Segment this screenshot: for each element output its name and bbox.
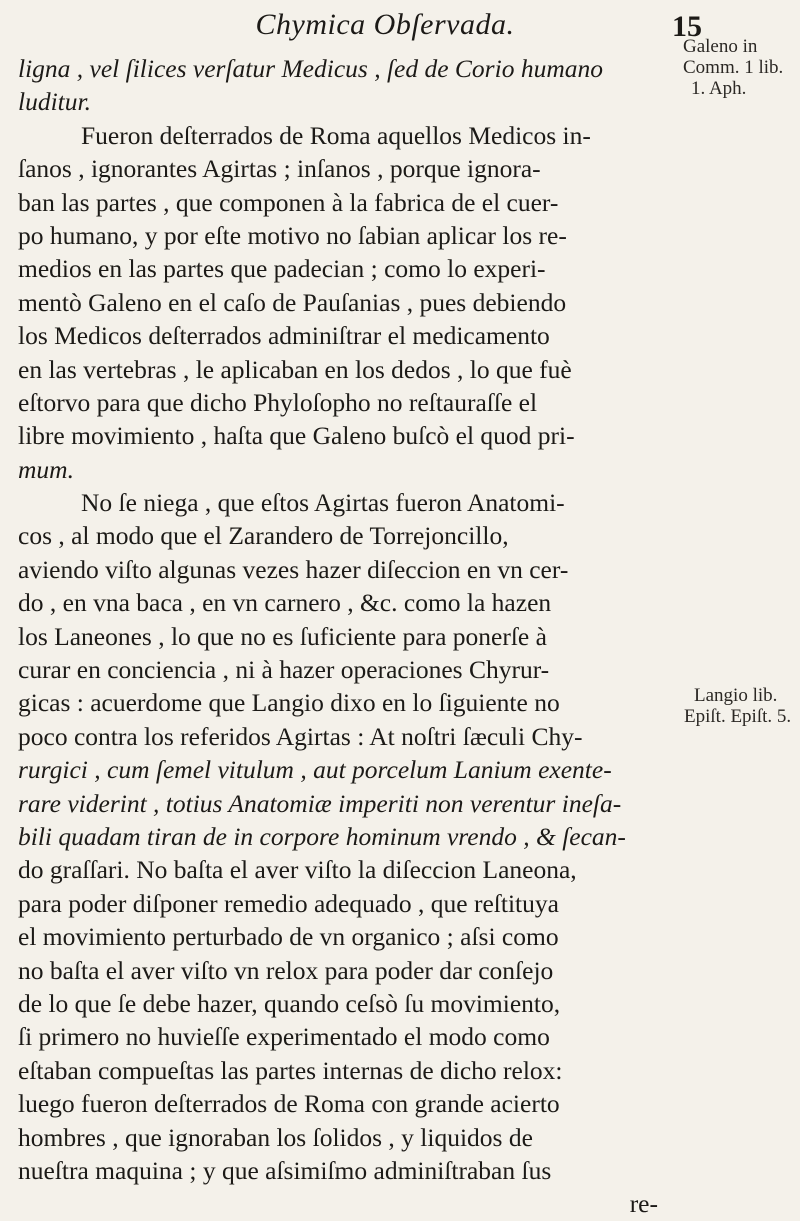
running-title: Chymica Obſervada.	[255, 8, 515, 41]
margin-line: Langio lib.	[694, 685, 778, 706]
text-line: luditur.	[18, 87, 91, 117]
text-line: cos , al modo que el Zarandero de Torrejoncillo,	[18, 521, 509, 551]
margin-line: 1. Aph.	[691, 78, 747, 99]
text-line: mentò Galeno en el caſo de Pauſanias , pues debiendo	[18, 287, 567, 317]
text-line: aviendo viſto algunas vezes hazer diſeccion en vn cer-	[18, 554, 569, 584]
body-text	[18, 52, 673, 1221]
page-number: 15	[672, 10, 702, 43]
text-line: bili quadam tiran de in corpore hominum vrendo , & ſecan-	[18, 821, 626, 851]
text-line: gicas : acuerdome que Langio dixo en lo ſiguiente no	[18, 688, 560, 718]
text-line: los Medicos deſterrados adminiſtrar el medicamento	[18, 321, 550, 351]
text-line: ſi primero no huvieſſe experimentado el modo como	[18, 1022, 550, 1052]
text-line: curar en conciencia , ni à hazer operaciones Chyrur-	[18, 655, 550, 685]
text-line: nueſtra maquina ; y que aſsimiſmo adminiſtraban ſus	[18, 1155, 552, 1185]
margin-line: Galeno in	[683, 36, 758, 57]
text-line: en las vertebras , le aplicaban en los dedos , lo que fuè	[18, 354, 572, 384]
text-line: de lo que ſe debe hazer, quando ceſsò ſu movimiento,	[18, 988, 561, 1018]
text-line: mum.	[18, 454, 74, 484]
text-line: po humano, y por eſte motivo no ſabian aplicar los re-	[18, 220, 567, 250]
text-line: los Laneones , lo que no es ſuficiente para ponerſe à	[18, 621, 547, 651]
text-line: eſtorvo para que dicho Phyloſopho no reſtauraſſe el	[18, 387, 538, 417]
text-line: eſtaban compueſtas las partes internas de dicho relox:	[18, 1055, 563, 1085]
text-line: re-	[629, 1189, 658, 1219]
marginal-note-langio	[684, 685, 792, 727]
margin-line: Epiſt. Epiſt. 5.	[684, 706, 792, 727]
text-line: luego fueron deſterrados de Roma con grande acierto	[18, 1089, 560, 1119]
text-line: poco contra los referidos Agirtas : At noſtri ſæculi Chy-	[18, 721, 583, 751]
text-line: hombres , que ignoraban los ſolidos , y liquidos de	[18, 1122, 533, 1152]
text-line: ſanos , ignorantes Agirtas ; inſanos , porque ignora-	[18, 154, 541, 184]
text-line: el movimiento perturbado de vn organico ; aſsi como	[18, 922, 559, 952]
text-line: ban las partes , que componen à la fabrica de el cuer-	[18, 187, 559, 217]
marginal-note-galeno	[683, 36, 783, 99]
text-line: ligna , vel ſilices verſatur Medicus , ſed de Corio humano	[18, 54, 603, 83]
text-line: medios en las partes que padecian ; como lo experi-	[18, 254, 546, 284]
text-line: No ſe niega , que eſtos Agirtas fueron Anatomi-	[81, 488, 565, 518]
text-line: do , en vna baca , en vn carnero , &c. como la hazen	[18, 588, 552, 618]
text-line: Fueron deſterrados de Roma aquellos Medicos in-	[81, 120, 591, 150]
text-line: no baſta el aver viſto vn relox para poder dar conſejo	[18, 955, 554, 985]
margin-line: Comm. 1 lib.	[683, 57, 784, 78]
text-line: rare viderint , totius Anatomiæ imperiti non verentur ineſa-	[18, 788, 622, 818]
text-line: libre movimiento , haſta que Galeno buſcò el quod pri-	[18, 421, 575, 451]
text-line: do graſſari. No baſta el aver viſto la diſeccion Laneona,	[18, 855, 577, 885]
text-line: para poder diſponer remedio adequado , que reſtituya	[18, 888, 559, 918]
text-line: rurgici , cum ſemel vitulum , aut porcelum Lanium exente-	[18, 755, 612, 785]
